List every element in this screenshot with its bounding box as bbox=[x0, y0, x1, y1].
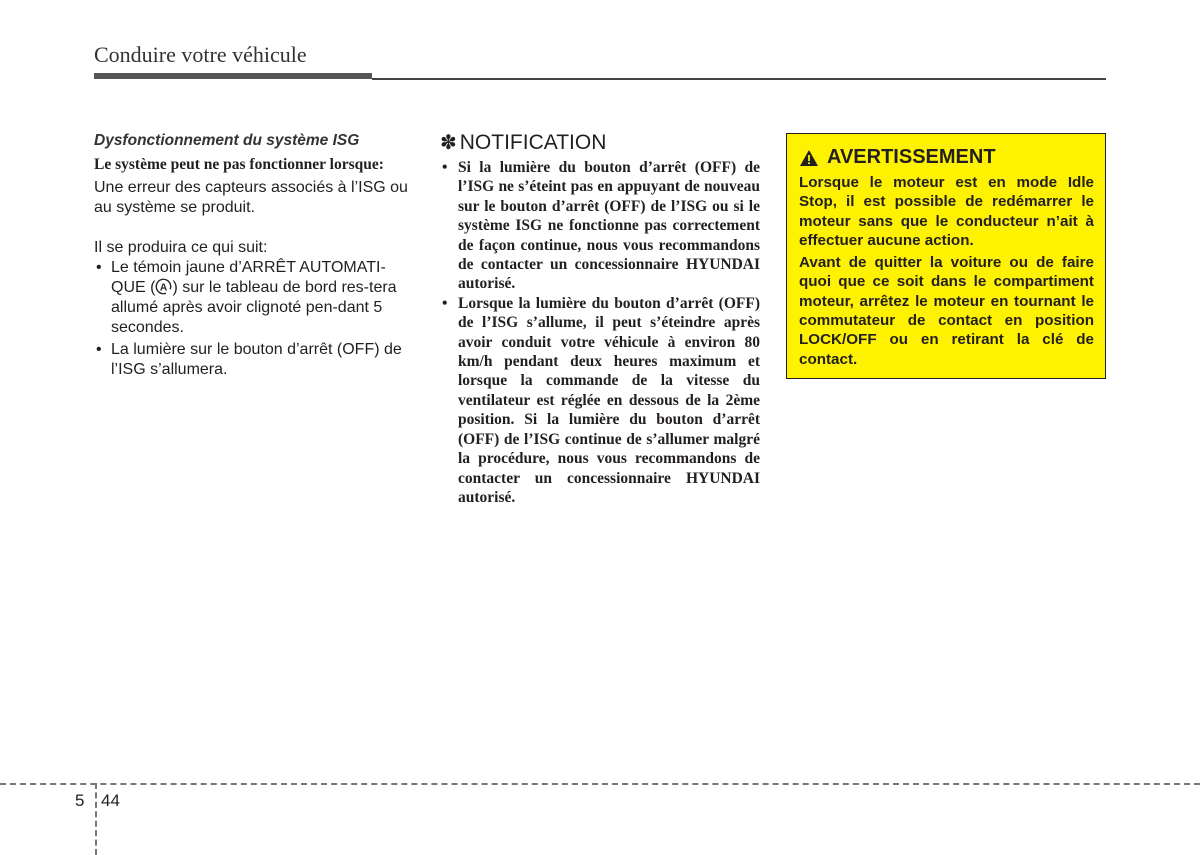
bullet-list bbox=[94, 258, 414, 380]
bullet-text-end: ) sur le tableau de bord res-tera allumé après avoir clignoté pen-dant 5 secondes. bbox=[111, 279, 397, 336]
auto-stop-A-icon bbox=[155, 278, 172, 295]
bold-intro: Le système peut ne pas fonctionner lorsque: bbox=[94, 156, 384, 173]
notification-list bbox=[440, 158, 760, 507]
notification-column bbox=[440, 130, 760, 507]
warning-triangle-icon bbox=[799, 149, 819, 167]
list-item bbox=[94, 258, 414, 338]
bullet-text: La lumière sur le bouton d’arrêt (OFF) de l’ISG s’allumera. bbox=[111, 341, 402, 378]
left-column bbox=[94, 131, 414, 382]
warning-heading bbox=[799, 146, 1094, 169]
header-rule-thick bbox=[94, 73, 372, 79]
header-rule-thin bbox=[372, 78, 1106, 80]
section-subheading: Dysfonctionnement du système ISG bbox=[94, 132, 360, 149]
list-item: • Si la lumière du bouton d’arrêt (OFF) de l’ISG ne s’éteint pas en appuyant de nouveau sur le bouton d’arrêt (OFF) de l’ISG ou si le système ISG ne fonctionne pas correctement de façon continue, nous vous recommandons de contacter un concessionnaire HYUNDAI autorisé. bbox=[440, 158, 760, 294]
svg-text:A: A bbox=[160, 282, 168, 294]
footer-rule bbox=[0, 783, 1200, 785]
list-item bbox=[94, 340, 414, 380]
bullet-text-start: Le témoin jaune d’ARRÊT AUTOMATI-QUE ( bbox=[111, 259, 386, 296]
notification-title: NOTIFICATION bbox=[459, 130, 607, 154]
page-header-title: Conduire votre véhicule bbox=[94, 42, 307, 67]
page-number: 44 bbox=[101, 791, 120, 810]
paragraph: Une erreur des capteurs associés à l’ISG ou au système se produit. bbox=[94, 179, 408, 216]
footer-divider bbox=[95, 783, 97, 855]
list-item: • Lorsque la lumière du bouton d’arrêt (OFF) de l’ISG s’allume, il peut s’éteindre après avoir conduit votre véhicule à environ 80 km/h pendant deux heures maximum et lorsque la commande de la vitesse du ventilateur est réglée en dessous de la 2ème position. Si la lumière du bouton d’arrêt (OFF) de l’ISG continue de s’allumer malgré la procédure, nous vous recommandons de contacter un concessionnaire HYUNDAI autorisé. bbox=[440, 294, 760, 507]
chapter-number: 5 bbox=[75, 791, 85, 810]
warning-paragraph: Lorsque le moteur est en mode Idle Stop, il est possible de redémarrer le moteur sans que le conducteur n’ait à effectuer aucune action. bbox=[799, 174, 1094, 249]
warning-title: AVERTISSEMENT bbox=[827, 146, 996, 168]
asterisk-icon: ✽ bbox=[440, 132, 457, 154]
warning-box bbox=[786, 133, 1106, 379]
warning-paragraph: Avant de quitter la voiture ou de faire quoi que ce soit dans le compartiment moteur, arrêtez le moteur en tournant le commutateur de contact en position LOCK/OFF ou en retirant la clé de contact. bbox=[799, 254, 1094, 368]
notification-heading bbox=[440, 130, 760, 155]
intro-text: Il se produira ce qui suit: bbox=[94, 239, 268, 256]
